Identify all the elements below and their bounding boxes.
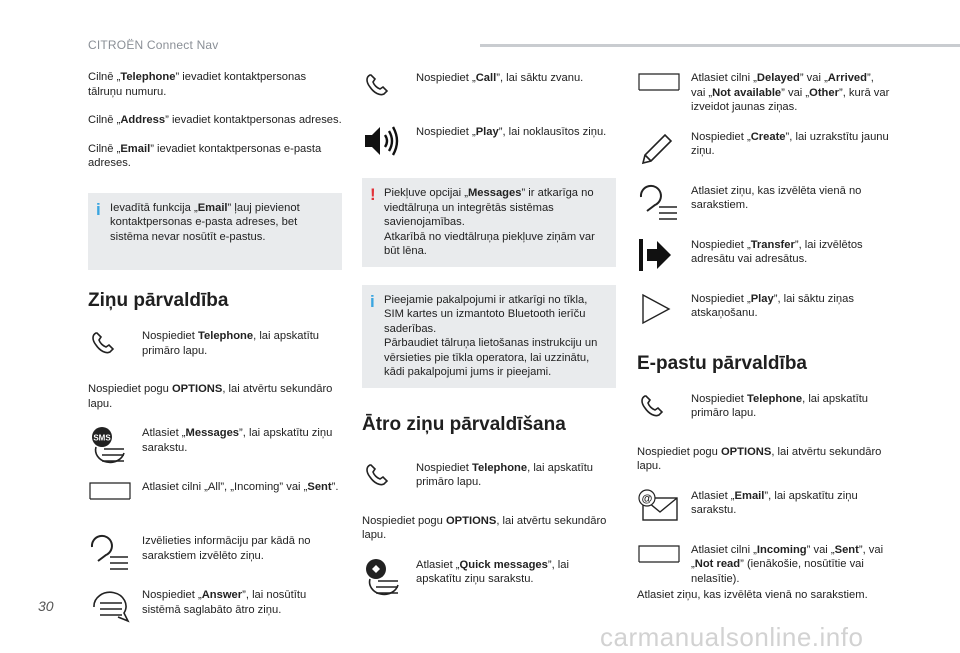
step-tabs: Atlasiet cilni „All”, „Incoming” vai „Sent”. xyxy=(88,479,342,519)
message-detail-icon xyxy=(88,533,142,573)
info-note-email: i Ievadītā funkcija „Email” ļauj pievienot kontaktpersonas e-pasta adreses, bet sistēma nevar nosūtīt e-pastus. xyxy=(88,193,342,271)
play-icon xyxy=(637,291,691,331)
step-telephone: Nospiediet Telephone, lai apskatītu primāro lapu. xyxy=(362,460,616,500)
paragraph-email-tab: Cilnē „Email” ievadiet kontaktpersonas e-pasta adreses. xyxy=(88,142,322,169)
paragraph-telephone-tab: Cilnē „Telephone” ievadiet kontaktpersonas tālruņu numuru. xyxy=(88,71,307,98)
step-answer: Nospiediet „Answer”, lai nosūtītu sistēmā saglabāto ātro ziņu. xyxy=(88,587,342,627)
phone-handset-icon xyxy=(88,328,142,368)
info-icon: i xyxy=(96,199,101,219)
phone-handset-icon xyxy=(362,70,416,110)
step-messages: SMS Atlasiet „Messages”, lai apskatītu ziņu sarakstu. xyxy=(88,425,342,465)
speaker-icon xyxy=(362,124,416,164)
paragraph-address-tab: Cilnē „Address” ievadiet kontaktpersonas adreses. xyxy=(88,114,342,126)
svg-text:SMS: SMS xyxy=(93,433,111,443)
step-tabs-delayed: Atlasiet cilni „Delayed” vai „Arrived”, vai „Not available” vai „Other”, kurā var izveidot jaunas ziņas. xyxy=(637,70,891,115)
info-icon: i xyxy=(370,291,375,311)
paragraph-options: Nospiediet pogu OPTIONS, lai atvērtu sekundāro lapu. xyxy=(637,445,882,472)
phone-handset-icon xyxy=(637,391,691,431)
heading-email-management: E-pastu pārvaldība xyxy=(637,352,807,374)
header-rule xyxy=(480,44,960,47)
step-email: @ Atlasiet „Email”, lai apskatītu ziņu sarakstu. xyxy=(637,488,891,528)
paragraph-options: Nospiediet pogu OPTIONS, lai atvērtu sekundāro lapu. xyxy=(88,383,333,410)
tab-icon xyxy=(88,479,142,519)
step-telephone: Nospiediet Telephone, lai apskatītu primāro lapu. xyxy=(637,391,891,431)
step-select-message: Atlasiet ziņu, kas izvēlēta vienā no sarakstiem. xyxy=(637,183,891,223)
quick-message-list-icon xyxy=(362,557,416,597)
pencil-icon xyxy=(637,129,691,169)
paragraph-select-email: Atlasiet ziņu, kas izvēlēta vienā no sarakstiem. xyxy=(637,589,868,601)
warning-icon: ! xyxy=(370,185,376,204)
sms-list-icon xyxy=(88,425,142,465)
tab-icon xyxy=(637,70,691,110)
step-quick-messages: Atlasiet „Quick messages”, lai apskatītu ziņu sarakstu. xyxy=(362,557,616,597)
message-detail-icon xyxy=(637,183,691,223)
quick-answer-icon xyxy=(88,587,142,627)
manual-title: CITROËN Connect Nav xyxy=(88,38,219,52)
step-email-tabs: Atlasiet cilni „Incoming” vai „Sent”, vai „Not read” (ienākošie, nosūtītie vai nelasītie). xyxy=(637,542,891,587)
transfer-arrow-icon xyxy=(637,237,691,277)
step-telephone: Nospiediet Telephone, lai apskatītu primāro lapu. xyxy=(88,328,342,368)
watermark: carmanualsonline.info xyxy=(600,622,864,652)
warning-note-messages: ! Piekļuve opcijai „Messages” ir atkarīga no viedtālruņa un integrētās sistēmas savienojamības. Atkarībā no viedtālruņa piekļuve ziņām var būt lēna. xyxy=(362,178,616,267)
step-create: Nospiediet „Create”, lai uzrakstītu jaunu ziņu. xyxy=(637,129,891,169)
step-transfer: Nospiediet „Transfer”, lai izvēlētos adresātu vai adresātus. xyxy=(637,237,891,277)
email-envelope-icon xyxy=(637,488,691,528)
step-play: Nospiediet „Play”, lai noklausītos ziņu. xyxy=(362,124,616,164)
paragraph-options: Nospiediet pogu OPTIONS, lai atvērtu sekundāro lapu. xyxy=(362,514,607,541)
heading-message-management: Ziņu pārvaldība xyxy=(88,290,229,311)
step-call: Nospiediet „Call”, lai sāktu zvanu. xyxy=(362,70,616,110)
heading-quick-messages: Ātro ziņu pārvaldīšana xyxy=(362,413,566,435)
page-number: 30 xyxy=(38,598,54,614)
phone-handset-icon xyxy=(362,460,416,500)
column-2 xyxy=(362,70,616,611)
svg-text:@: @ xyxy=(641,492,653,505)
info-note-services: i Pieejamie pakalpojumi ir atkarīgi no tīkla, SIM kartes un izmantoto Bluetooth ierīču saderības. Pārbaudiet tālruņa lietošanas instrukciju un vērsieties pie tīkla operatora, lai uzzinātu, kādi pakalpojumi jums ir pieejami. xyxy=(362,285,616,388)
column-3 xyxy=(637,70,891,617)
step-select-info: Izvēlieties informāciju par kādā no sarakstiem izvēlēto ziņu. xyxy=(88,533,342,573)
tab-icon xyxy=(637,542,691,582)
column-1 xyxy=(88,70,342,641)
step-play: Nospiediet „Play”, lai sāktu ziņas atskaņošanu. xyxy=(637,291,891,331)
